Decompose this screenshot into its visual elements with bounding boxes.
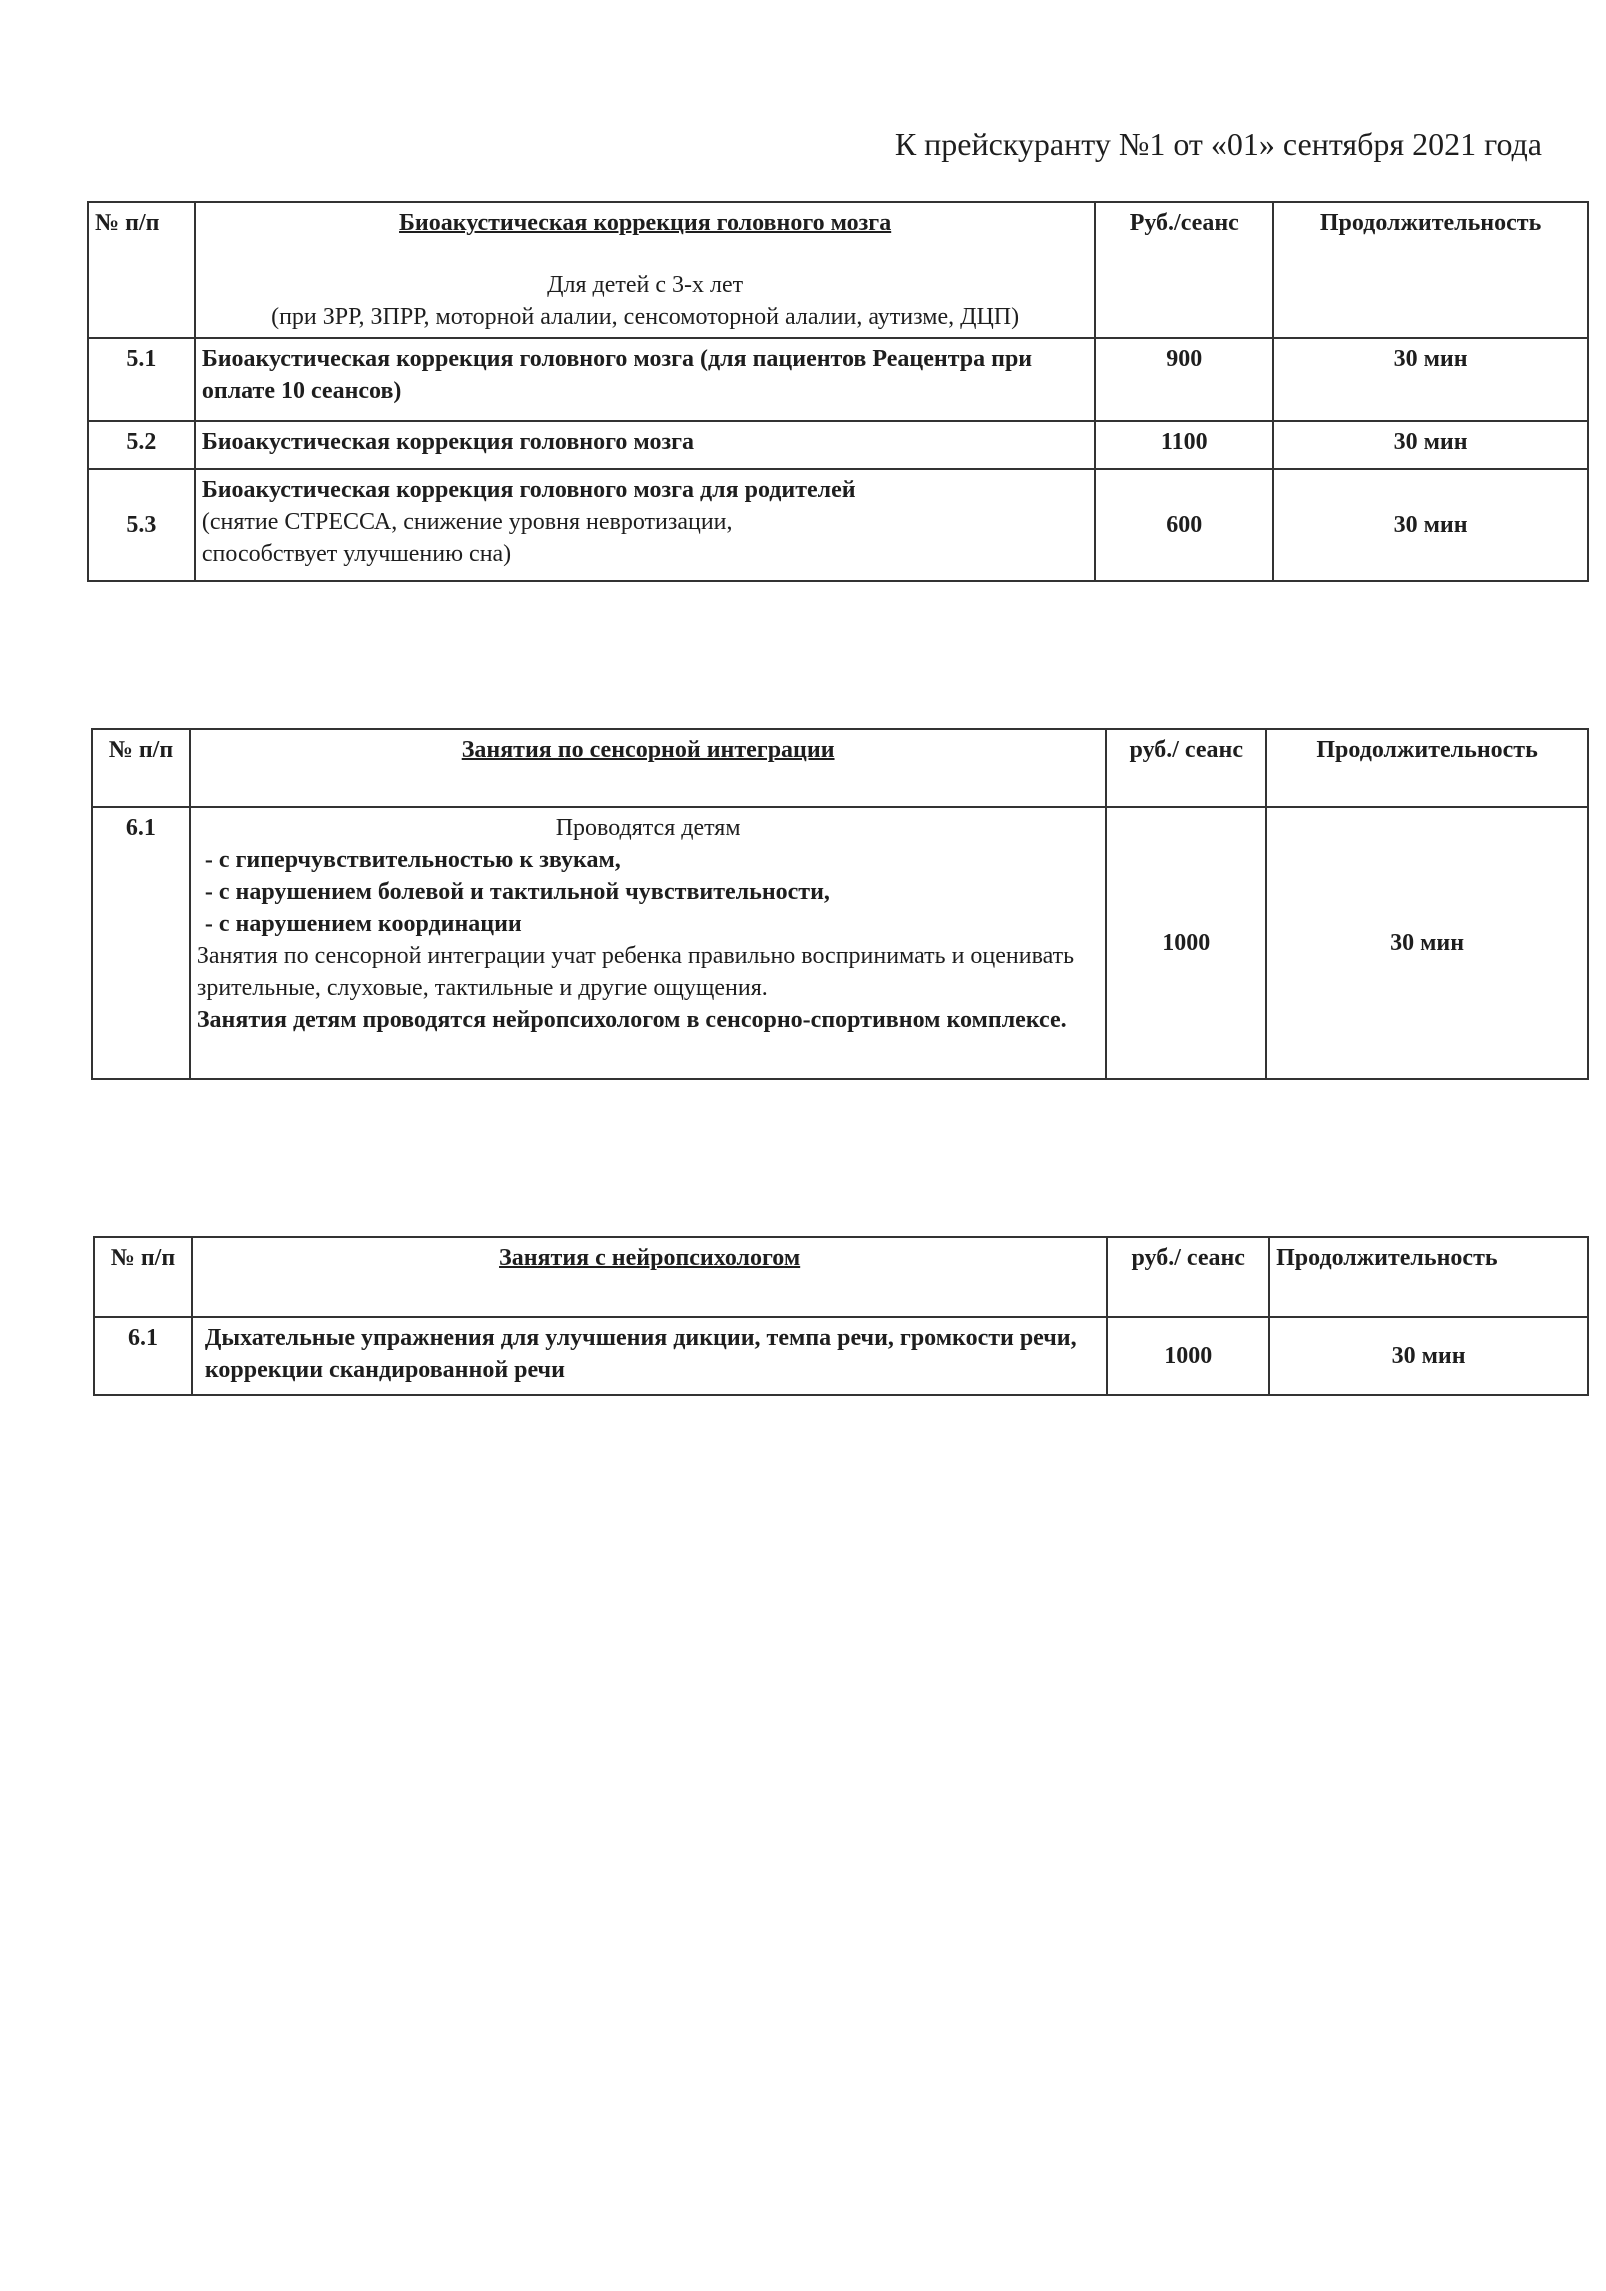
row-service bbox=[195, 469, 1096, 581]
neuropsychologist-table bbox=[93, 1236, 1589, 1396]
row-service bbox=[190, 807, 1107, 1079]
row-duration: 30 мин bbox=[1273, 338, 1588, 421]
row-intro: Проводятся детям bbox=[555, 815, 741, 841]
table-header-row bbox=[94, 1237, 1588, 1317]
table-header-row bbox=[92, 729, 1588, 807]
row-service: Биоакустическая коррекция головного мозга (для пациентов Реацентра при оплате 10 сеансов) bbox=[195, 338, 1096, 421]
row-price: 1000 bbox=[1107, 1317, 1269, 1395]
col-header-service bbox=[190, 729, 1107, 807]
row-price: 900 bbox=[1095, 338, 1273, 421]
row-bullet: - с нарушением координации bbox=[204, 911, 522, 937]
row-num: 6.1 bbox=[92, 807, 190, 1079]
row-num: 5.2 bbox=[88, 421, 195, 469]
col-header-price: руб./ сеанс bbox=[1107, 1237, 1269, 1317]
table-row bbox=[88, 338, 1588, 421]
section-conditions: (при ЗРР, ЗПРР, моторной алалии, сенсомоторной алалии, аутизме, ДЦП) bbox=[271, 304, 1020, 330]
row-service: Дыхательные упражнения для улучшения дикции, темпа речи, громкости речи, коррекции скандированной речи bbox=[192, 1317, 1107, 1395]
table-row bbox=[88, 421, 1588, 469]
col-header-num: № п/п bbox=[92, 729, 190, 807]
row-description: Занятия по сенсорной интеграции учат ребенка правильно воспринимать и оценивать зрительные, слуховые, тактильные и другие ощущения. bbox=[196, 943, 1075, 1001]
bioacoustic-correction-table bbox=[87, 201, 1589, 582]
col-header-price: руб./ сеанс bbox=[1106, 729, 1266, 807]
table-row bbox=[94, 1317, 1588, 1395]
sensory-integration-table bbox=[91, 728, 1589, 1080]
col-header-num: № п/п bbox=[88, 202, 195, 338]
section-title: Занятия с нейропсихологом bbox=[499, 1245, 801, 1271]
col-header-service bbox=[192, 1237, 1107, 1317]
row-bullet: - с нарушением болевой и тактильной чувствительности, bbox=[204, 879, 830, 905]
table-row bbox=[92, 807, 1588, 1079]
row-num: 6.1 bbox=[94, 1317, 192, 1395]
row-duration: 30 мин bbox=[1266, 807, 1588, 1079]
col-header-duration: Продолжительность bbox=[1273, 202, 1588, 338]
row-num: 5.1 bbox=[88, 338, 195, 421]
price-list-reference: К прейскуранту №1 от «01» сентября 2021 года bbox=[894, 126, 1542, 162]
row-service: Биоакустическая коррекция головного мозга bbox=[195, 421, 1096, 469]
col-header-service bbox=[195, 202, 1096, 338]
col-header-duration: Продолжительность bbox=[1266, 729, 1588, 807]
row-bullet: - с гиперчувствительностью к звукам, bbox=[204, 847, 621, 873]
row-price: 1100 bbox=[1095, 421, 1273, 469]
row-service-name: Биоакустическая коррекция головного мозга для родителей bbox=[201, 477, 856, 503]
row-price: 1000 bbox=[1106, 807, 1266, 1079]
row-num: 5.3 bbox=[88, 469, 195, 581]
section-subtitle: Для детей с 3-х лет bbox=[547, 272, 744, 298]
row-service-details: (снятие СТРЕССА, снижение уровня невротизации, способствует улучшению сна) bbox=[201, 509, 733, 567]
row-duration: 30 мин bbox=[1273, 421, 1588, 469]
col-header-price: Руб./сеанс bbox=[1095, 202, 1273, 338]
col-header-num: № п/п bbox=[94, 1237, 192, 1317]
table-row bbox=[88, 469, 1588, 581]
row-note: Занятия детям проводятся нейропсихологом в сенсорно-спортивном комплексе. bbox=[196, 1007, 1067, 1033]
row-duration: 30 мин bbox=[1273, 469, 1588, 581]
section-title: Биоакустическая коррекция головного мозга bbox=[399, 210, 892, 236]
table-header-row bbox=[88, 202, 1588, 338]
section-title: Занятия по сенсорной интеграции bbox=[461, 737, 835, 763]
row-price: 600 bbox=[1095, 469, 1273, 581]
col-header-duration: Продолжительность bbox=[1269, 1237, 1588, 1317]
row-duration: 30 мин bbox=[1269, 1317, 1588, 1395]
